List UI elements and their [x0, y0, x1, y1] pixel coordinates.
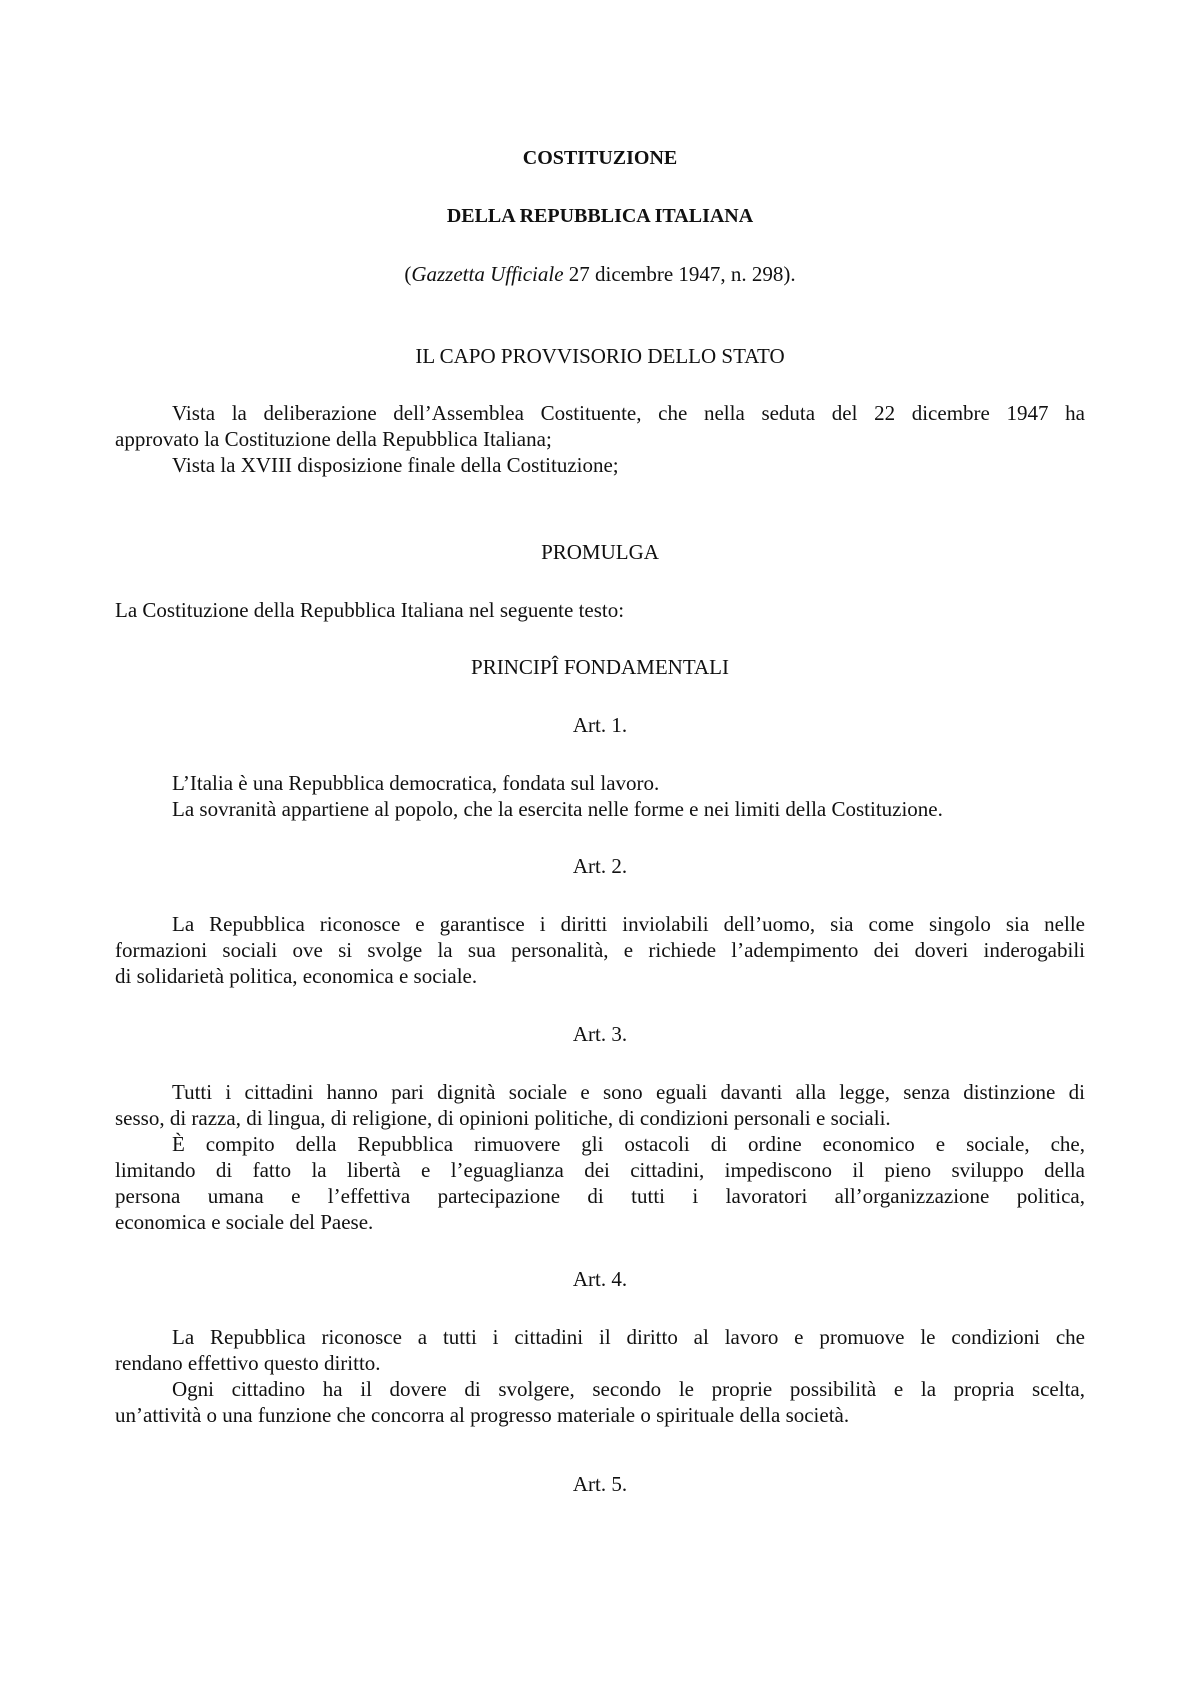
preamble-vista-2: Vista la XVIII disposizione finale della Costituzione;: [172, 453, 619, 477]
article-1-line-2: La sovranità appartiene al popolo, che la esercita nelle forme e nei limiti della Costituzione.: [172, 797, 943, 821]
publication-rest: 27 dicembre 1947, n. 298).: [563, 262, 796, 286]
article-2-line-1: La Repubblica riconosce e garantisce i diritti inviolabili dell’uomo, sia come singolo sia nelle: [172, 912, 1085, 936]
article-heading-5: Art. 5.: [572, 1472, 628, 1496]
issuing-authority: IL CAPO PROVVISORIO DELLO STATO: [415, 344, 785, 368]
article-3-line-4: limitando di fatto la libertà e l’eguaglianza dei cittadini, impediscono il pieno sviluppo della: [115, 1158, 1085, 1182]
article-4-line-1: La Repubblica riconosce a tutti i cittadini il diritto al lavoro e promuove le condizioni che: [172, 1325, 1085, 1349]
promulga-heading: PROMULGA: [541, 540, 659, 564]
article-2-line-2: formazioni sociali ove si svolge la sua personalità, e richiede l’adempimento dei doveri inderogabili: [115, 938, 1085, 962]
section-title: PRINCIPÎ FONDAMENTALI: [471, 655, 729, 679]
article-1-line-1: L’Italia è una Repubblica democratica, fondata sul lavoro.: [172, 771, 660, 795]
article-4-line-4: un’attività o una funzione che concorra al progresso materiale o spirituale della società.: [115, 1403, 850, 1427]
article-heading-4: Art. 4.: [572, 1267, 628, 1291]
preamble-vista-1-line-1: Vista la deliberazione dell’Assemblea Costituente, che nella seduta del 22 dicembre 1947 ha: [172, 401, 1085, 425]
article-3-line-2: sesso, di razza, di lingua, di religione, di opinioni politiche, di condizioni personali e sociali.: [115, 1106, 891, 1130]
article-3-line-1: Tutti i cittadini hanno pari dignità sociale e sono eguali davanti alla legge, senza distinzione di: [172, 1080, 1085, 1104]
article-2-line-3: di solidarietà politica, economica e sociale.: [115, 964, 478, 988]
publication-reference: [0, 261, 1200, 287]
document-subtitle: DELLA REPUBBLICA ITALIANA: [446, 205, 754, 227]
publication-gazette-name: Gazzetta Ufficiale: [411, 262, 564, 286]
preamble-vista-1-line-2: approvato la Costituzione della Repubblica Italiana;: [115, 427, 552, 451]
article-heading-3: Art. 3.: [572, 1022, 628, 1046]
article-3-line-6: economica e sociale del Paese.: [115, 1210, 374, 1234]
publication-open: (: [404, 262, 412, 286]
preamble-intro: La Costituzione della Repubblica Italiana nel seguente testo:: [115, 598, 625, 622]
article-heading-1: Art. 1.: [572, 713, 628, 737]
document-title: COSTITUZIONE: [522, 147, 678, 169]
article-4-line-2: rendano effettivo questo diritto.: [115, 1351, 381, 1375]
article-3-line-3: È compito della Repubblica rimuovere gli ostacoli di ordine economico e sociale, che,: [172, 1132, 1085, 1156]
article-heading-2: Art. 2.: [572, 854, 628, 878]
article-3-line-5: persona umana e l’effettiva partecipazione di tutti i lavoratori all’organizzazione politica,: [115, 1184, 1085, 1208]
article-4-line-3: Ogni cittadino ha il dovere di svolgere, secondo le proprie possibilità e la propria scelta,: [172, 1377, 1085, 1401]
